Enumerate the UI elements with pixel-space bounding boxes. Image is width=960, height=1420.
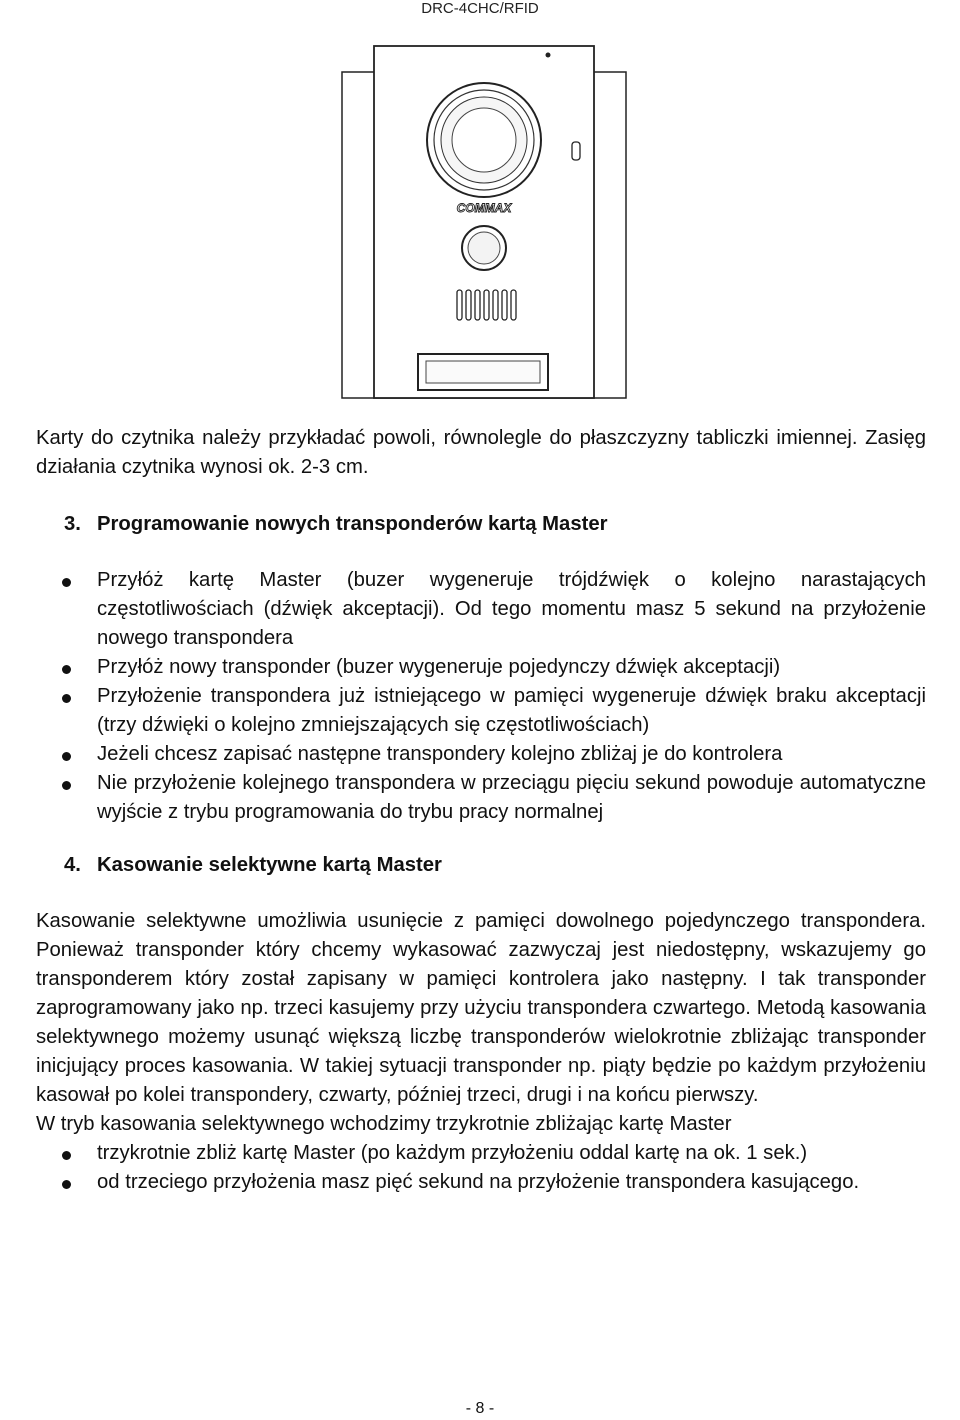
list-item: od trzeciego przyłożenia masz pięć sekund na przyłożenie transpondera kasującego. bbox=[36, 1168, 926, 1197]
section-4-title: Kasowanie selektywne kartą Master bbox=[97, 854, 442, 876]
list-item: Przyłóż kartę Master (buzer wygeneruje trójdźwięk o kolejno narastających częstotliwościach (dźwięk akceptacji). Od tego momentu masz 5 sekund na przyłożenie nowego transpondera bbox=[36, 566, 926, 653]
document-body bbox=[36, 424, 926, 1197]
list-item: Przyłóż nowy transponder (buzer wygeneruje pojedynczy dźwięk akceptacji) bbox=[36, 653, 926, 682]
section-3-heading bbox=[36, 510, 926, 539]
section-4-heading bbox=[36, 851, 926, 880]
list-item: trzykrotnie zbliż kartę Master (po każdym przyłożeniu oddal kartę na ok. 1 sek.) bbox=[36, 1139, 926, 1168]
list-item: Przyłożenie transpondera już istniejącego w pamięci wygeneruje dźwięk braku akceptacji (trzy dźwięki o kolejno zmniejszających się częstotliwościach) bbox=[36, 682, 926, 740]
bullet-icon bbox=[62, 578, 71, 587]
section-4-number: 4. bbox=[64, 854, 81, 876]
bullet-icon bbox=[62, 1180, 71, 1189]
bullet-icon bbox=[62, 752, 71, 761]
bullet-icon bbox=[62, 781, 71, 790]
bullet-icon bbox=[62, 694, 71, 703]
brand-logo: COMMAX bbox=[456, 201, 512, 215]
reader-usage-paragraph: Karty do czytnika należy przykładać powoli, równolegle do płaszczyzny tabliczki imiennej. Zasięg działania czytnika wynosi ok. 2-3 cm. bbox=[36, 427, 926, 478]
door-station-illustration bbox=[340, 40, 630, 400]
speaker-grille-icon bbox=[457, 290, 516, 320]
list-item: Nie przyłożenie kolejnego transpondera w przeciągu pięciu sekund powoduje automatyczne wyjście z trybu programowania do trybu pracy normalnej bbox=[36, 769, 926, 827]
side-sensor-icon bbox=[572, 142, 580, 160]
section-4-list bbox=[36, 1139, 926, 1197]
selective-deletion-paragraph: Kasowanie selektywne umożliwia usunięcie z pamięci dowolnego pojedynczego transpondera. Ponieważ transponder który chcemy wykasować zazwyczaj jest niedostępny, wskazujemy go transponderem który został zapisany w pamięci kontrolera jako następny. I tak transponder zaprogramowany jako np. trzeci kasujemy przy użyciu transpondera czwartego. Metodą kasowania selektywnego możemy usunąć większą liczbę transponderów wielokrotnie zbliżając transponder inicjujący proces kasowania. W takiej sytuacji transponder np. piąty będzie po każdym przyłożeniu kasował po kolei transpondery, czwarty, później trzeci, drugi i na końcu pierwszy. bbox=[36, 910, 926, 1106]
bullet-icon bbox=[62, 665, 71, 674]
section-3-number: 3. bbox=[64, 513, 81, 535]
selective-mode-intro: W tryb kasowania selektywnego wchodzimy trzykrotnie zbliżając kartę Master bbox=[36, 1113, 732, 1135]
section-3-title: Programowanie nowych transponderów kartą Master bbox=[97, 513, 608, 535]
document-code: DRC-4CHC/RFID bbox=[421, 0, 539, 17]
section-3-list bbox=[36, 566, 926, 827]
led-indicator-icon bbox=[546, 53, 551, 58]
list-item: Jeżeli chcesz zapisać następne transpondery kolejno zbliżaj je do kontrolera bbox=[36, 740, 926, 769]
bullet-icon bbox=[62, 1151, 71, 1160]
page-number: - 8 - bbox=[465, 1400, 495, 1417]
